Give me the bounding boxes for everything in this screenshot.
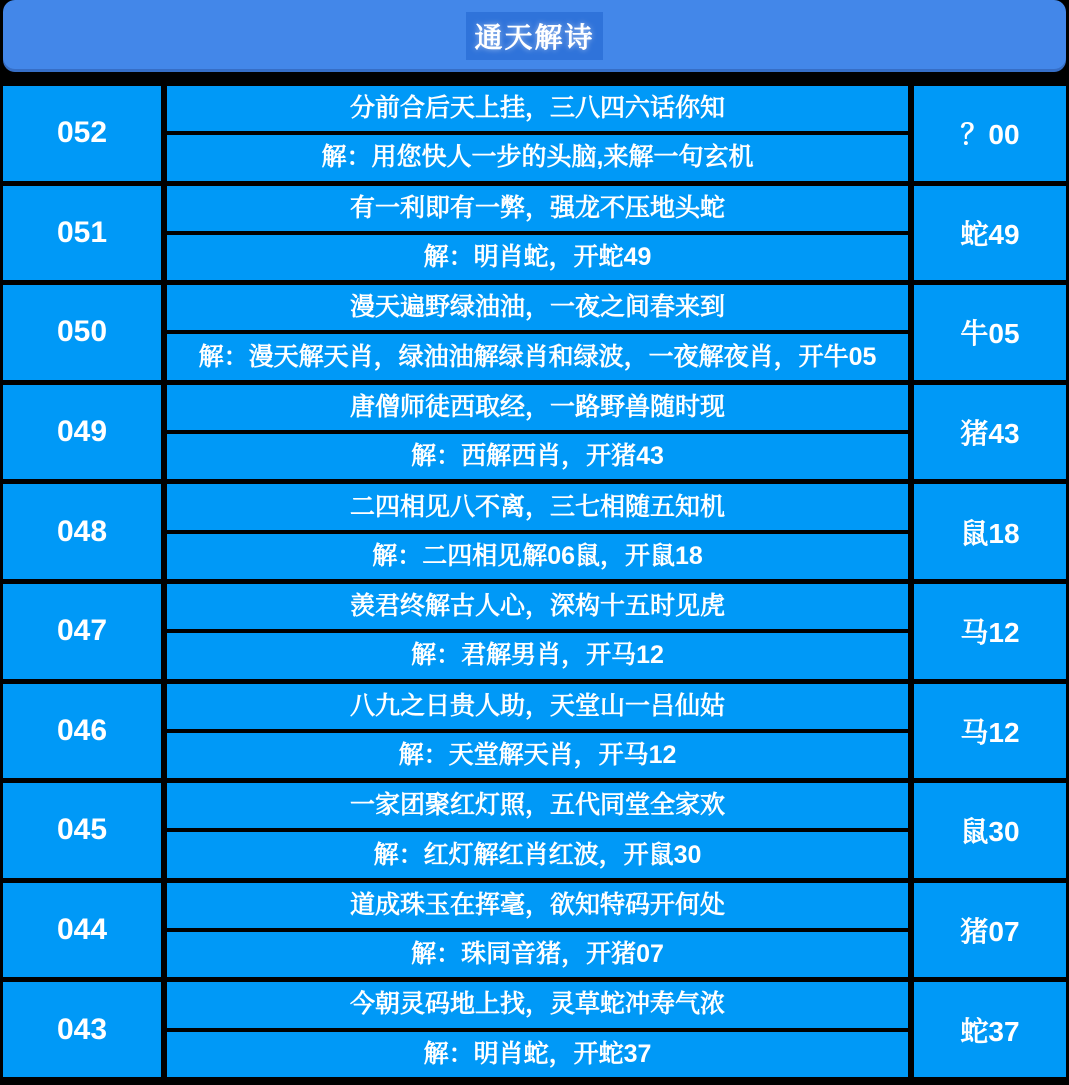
interpretation-text: 解：明肖蛇，开蛇37 (167, 1032, 908, 1077)
result-value: 牛05 (914, 285, 1066, 380)
result-value: 马12 (914, 584, 1066, 679)
poem-text: 八九之日贵人助，天堂山一吕仙姑 (167, 684, 908, 729)
poem-text: 道成珠玉在挥毫，欲知特码开何处 (167, 883, 908, 928)
result-value: 蛇37 (914, 982, 1066, 1077)
issue-number: 047 (3, 584, 161, 679)
interpretation-text: 解：红灯解红肖红波，开鼠30 (167, 832, 908, 877)
result-value: 蛇49 (914, 186, 1066, 281)
table-row (3, 285, 1066, 380)
interpretation-text: 解：二四相见解06鼠，开鼠18 (167, 534, 908, 579)
interpretation-text: 解：天堂解天肖，开马12 (167, 733, 908, 778)
interpretation-text: 解：明肖蛇，开蛇49 (167, 235, 908, 280)
table-row (3, 584, 1066, 679)
table-row (3, 883, 1066, 978)
issue-number: 050 (3, 285, 161, 380)
table-row (3, 186, 1066, 281)
issue-number: 043 (3, 982, 161, 1077)
issue-number: 048 (3, 484, 161, 579)
interpretation-text: 解：西解西肖，开猪43 (167, 434, 908, 479)
table-row (3, 684, 1066, 779)
page-header (3, 0, 1066, 72)
issue-number: 052 (3, 86, 161, 181)
poem-text: 今朝灵码地上找，灵草蛇冲寿气浓 (167, 982, 908, 1027)
result-value: ？00 (914, 86, 1066, 181)
result-value: 马12 (914, 684, 1066, 779)
interpretation-text: 解：漫天解天肖，绿油油解绿肖和绿波，一夜解夜肖，开牛05 (167, 334, 908, 379)
poem-text: 唐僧师徒西取经，一路野兽随时现 (167, 385, 908, 430)
poem-table (0, 86, 1069, 1085)
issue-number: 049 (3, 385, 161, 480)
table-row (3, 86, 1066, 181)
table-row (3, 484, 1066, 579)
result-value: 鼠30 (914, 783, 1066, 878)
issue-number: 051 (3, 186, 161, 281)
result-value: 猪43 (914, 385, 1066, 480)
poem-text: 一家团聚红灯照，五代同堂全家欢 (167, 783, 908, 828)
page-title: 通天解诗 (466, 12, 602, 60)
poem-text: 二四相见八不离，三七相随五知机 (167, 484, 908, 529)
issue-number: 044 (3, 883, 161, 978)
poem-text: 漫天遍野绿油油，一夜之间春来到 (167, 285, 908, 330)
result-value: 猪07 (914, 883, 1066, 978)
poem-text: 羡君终解古人心，深构十五时见虎 (167, 584, 908, 629)
poem-text: 分前合后天上挂，三八四六话你知 (167, 86, 908, 131)
issue-number: 045 (3, 783, 161, 878)
table-row (3, 385, 1066, 480)
table-row (3, 982, 1066, 1077)
interpretation-text: 解：君解男肖，开马12 (167, 633, 908, 678)
table-row (3, 783, 1066, 878)
poem-text: 有一利即有一弊，强龙不压地头蛇 (167, 186, 908, 231)
interpretation-text: 解：珠同音猪，开猪07 (167, 932, 908, 977)
issue-number: 046 (3, 684, 161, 779)
result-value: 鼠18 (914, 484, 1066, 579)
interpretation-text: 解：用您快人一步的头脑,来解一句玄机 (167, 135, 908, 180)
